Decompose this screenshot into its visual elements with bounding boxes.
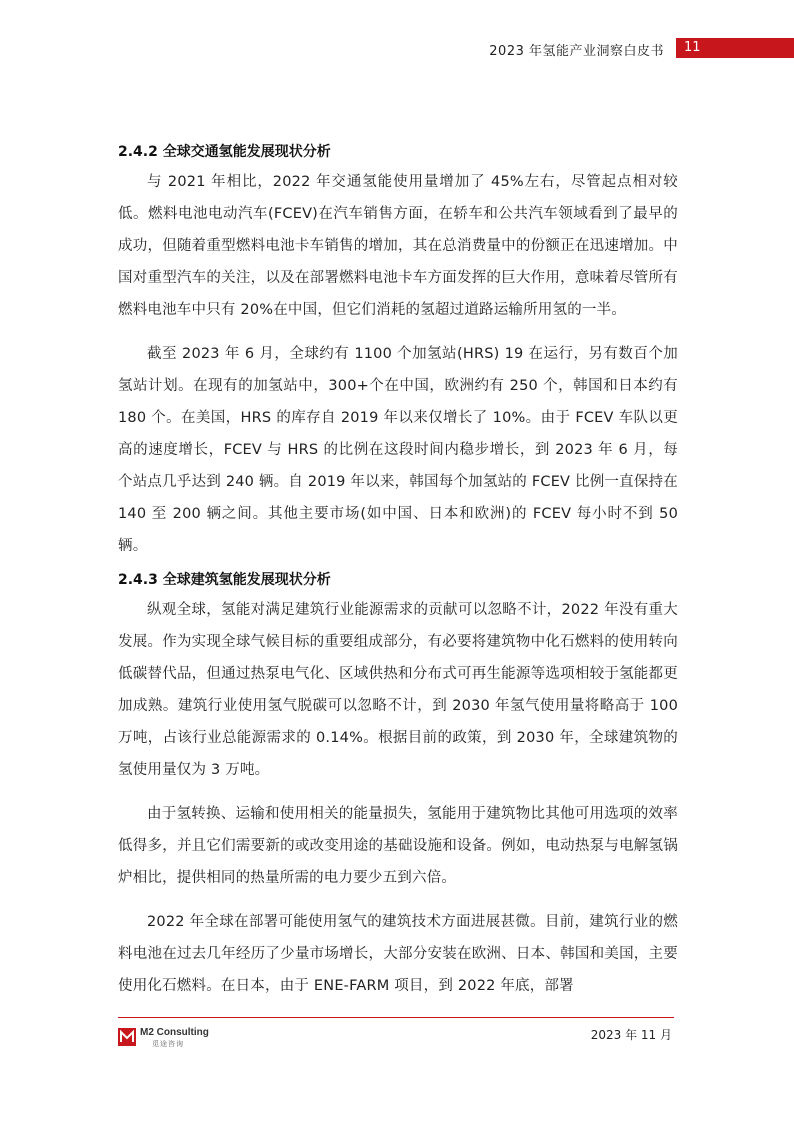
m2-logo-icon (118, 1028, 136, 1046)
document-title: 2023 年氢能产业洞察白皮书 (489, 44, 664, 59)
paragraph: 2022 年全球在部署可能使用氢气的建筑技术方面进展甚微。目前，建筑行业的燃料电池在过去几年经历了少量市场增长，大部分安装在欧洲、日本、韩国和美国，主要使用化石燃料。在日本，由于 ENE-FARM 项目，到 2022 年底，部署 (118, 914, 678, 994)
footer-divider (118, 1017, 674, 1018)
paragraph: 截至 2023 年 6 月，全球约有 1100 个加氢站(HRS) 19 在运行，另有数百个加氢站计划。在现有的加氢站中，300+个在中国，欧洲约有 250 个，韩国和日本约有 180 个。在美国，HRS 的库存自 2019 年以来仅增长了 10%。由于 FCEV 车队以更高的速度增长，FCEV 与 HRS 的比例在这段时间内稳步增长，到 2023 年 6 月，每个站点几乎达到 240 辆。自 2019 年以来，韩国每个加氢站的 FCEV 比例一直保持在 140 至 200 辆之间。其他主要市场(如中国、日本和欧洲)的 FCEV 每小时不到 50 辆。 (118, 346, 678, 554)
page-number-badge (676, 38, 794, 58)
page-footer (0, 1022, 794, 1052)
page-number: 11 (684, 40, 701, 55)
page-header (0, 38, 794, 60)
footer-date: 2023 年 11 月 (590, 1028, 672, 1042)
paragraph: 纵观全球，氢能对满足建筑行业能源需求的贡献可以忽略不计，2022 年没有重大发展。作为实现全球气候目标的重要组成部分，有必要将建筑物中化石燃料的使用转向低碳替代品，但通过热泵电气化、区域供热和分布式可再生能源等选项相较于氢能都更加成熟。建筑行业使用氢气脱碳可以忽略不计，到 2030 年氢气使用量将略高于 100 万吨，占该行业总能源需求的 0.14%。根据目前的政策，到 2030 年，全球建筑物的氢使用量仅为 3 万吨。 (118, 602, 678, 778)
section-title-transport: 2.4.2 全球交通氢能发展现状分析 (118, 144, 331, 160)
section-title-building: 2.4.3 全球建筑氢能发展现状分析 (118, 572, 331, 588)
page-content (118, 138, 678, 1002)
logo-subtext: 觅途咨询 (152, 1040, 184, 1048)
paragraph: 与 2021 年相比，2022 年交通氢能使用量增加了 45%左右，尽管起点相对较低。燃料电池电动汽车(FCEV)在汽车销售方面，在轿车和公共汽车领域看到了最早的成功，但随着重型燃料电池卡车销售的增加，其在总消费量中的份额正在迅速增加。中国对重型汽车的关注，以及在部署燃料电池卡车方面发挥的巨大作用，意味着尽管所有燃料电池车中只有 20%在中国，但它们消耗的氢超过道路运输所用氢的一半。 (118, 174, 678, 318)
logo-text: M2 Consulting (140, 1027, 209, 1038)
paragraph: 由于氢转换、运输和使用相关的能量损失，氢能用于建筑物比其他可用选项的效率低得多，并且它们需要新的或改变用途的基础设施和设备。例如，电动热泵与电解氢锅炉相比，提供相同的热量所需的电力要少五到六倍。 (118, 806, 678, 886)
company-logo (118, 1026, 218, 1050)
